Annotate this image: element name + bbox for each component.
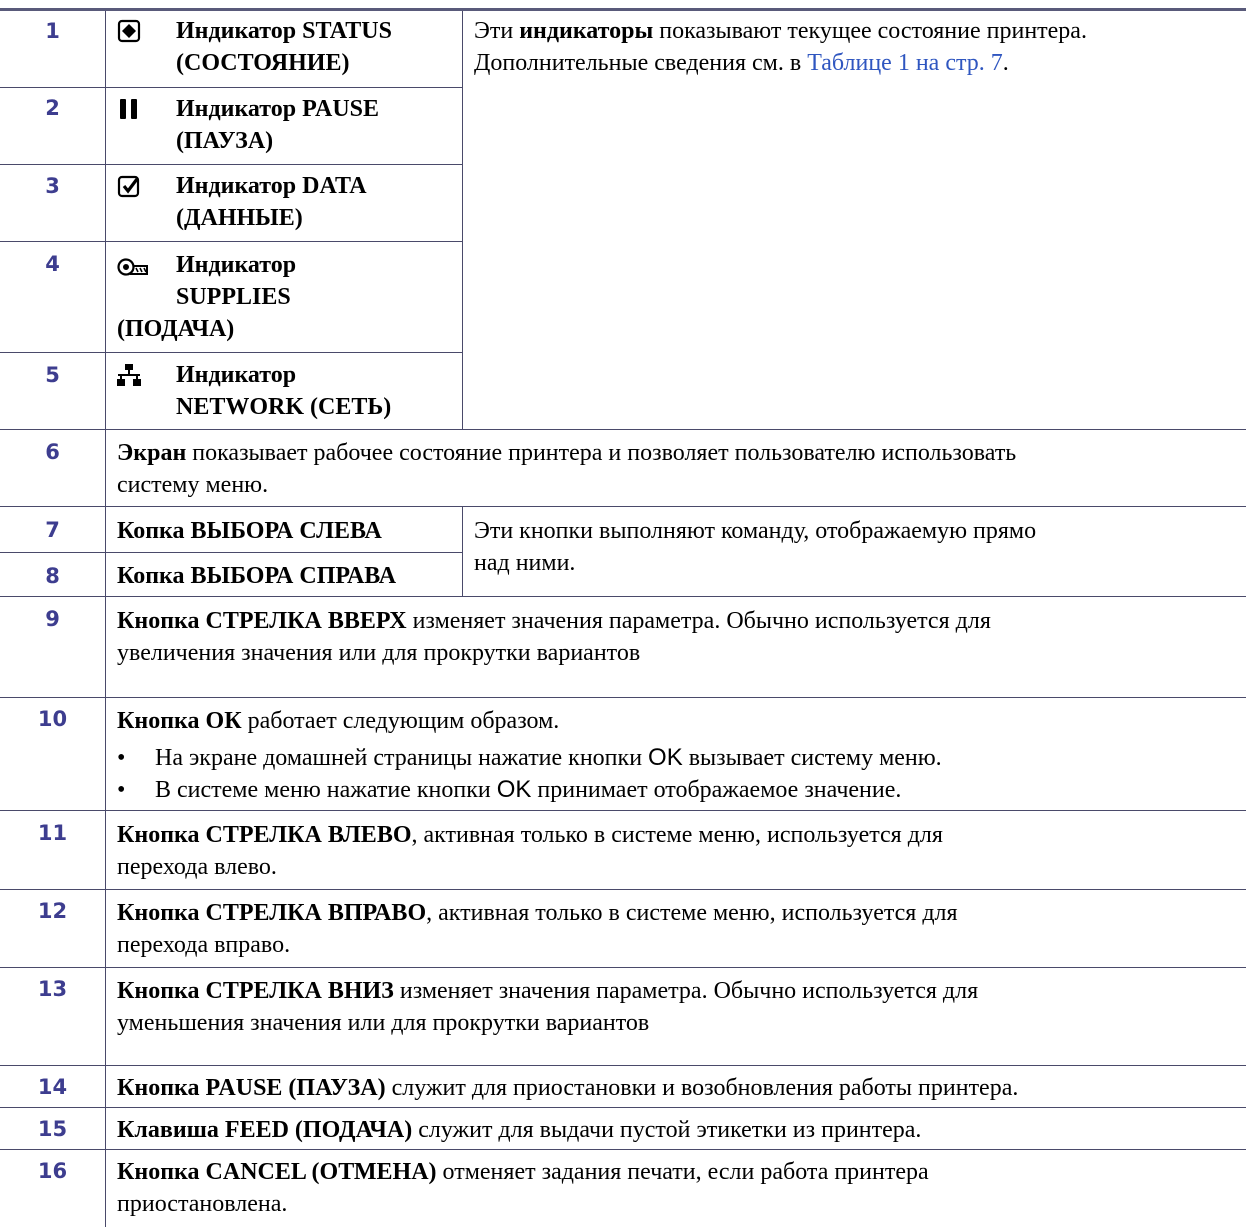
description-line bbox=[117, 975, 1237, 1007]
description-line: систему меню. bbox=[117, 472, 269, 498]
indicator-label: Индикатор bbox=[176, 252, 297, 278]
emphasis: индикаторы bbox=[519, 18, 654, 44]
row-divider bbox=[0, 810, 1246, 811]
row-number: 16 bbox=[37, 1159, 68, 1183]
description-line: над ними. bbox=[474, 550, 576, 576]
row-number: 5 bbox=[45, 363, 60, 387]
row-number: 8 bbox=[45, 564, 60, 588]
network-icon bbox=[117, 363, 141, 387]
description-line bbox=[117, 819, 1237, 851]
indicator-column-divider bbox=[462, 11, 463, 429]
text: , активная только в системе меню, используется для bbox=[411, 822, 943, 848]
description-line bbox=[117, 437, 1237, 469]
row-number: 14 bbox=[37, 1075, 68, 1099]
description-line bbox=[117, 605, 1237, 637]
row-9-description bbox=[117, 605, 1237, 669]
bullet-icon: • bbox=[117, 777, 126, 803]
left-select-label: Копка ВЫБОРА СЛЕВА bbox=[117, 518, 382, 544]
indicator-label: SUPPLIES bbox=[176, 284, 291, 310]
indicator-label: Индикатор bbox=[176, 362, 297, 388]
text: изменяет значения параметра. Обычно используется для bbox=[406, 608, 991, 634]
text: работает следующим образом. bbox=[241, 708, 560, 734]
row-divider bbox=[0, 506, 1246, 507]
top-rule bbox=[0, 8, 1246, 11]
select-description bbox=[474, 515, 1234, 579]
emphasis: Кнопка СТРЕЛКА ВПРАВО bbox=[117, 900, 427, 926]
indicator-label: Индикатор DATA bbox=[176, 173, 367, 199]
indicator-network bbox=[117, 359, 457, 423]
bullet-text bbox=[155, 742, 942, 774]
description-line bbox=[117, 897, 1237, 929]
text: На экране домашней страницы нажатие кнопки bbox=[155, 745, 649, 771]
number-column-divider bbox=[105, 11, 106, 1227]
indicator-label: (СОСТОЯНИЕ) bbox=[176, 50, 350, 76]
text: служит для выдачи пустой этикетки из принтера. bbox=[412, 1117, 922, 1143]
text: Эти bbox=[474, 18, 520, 44]
emphasis: Кнопка PAUSE (ПАУЗА) bbox=[117, 1075, 386, 1101]
description-line: Эти кнопки выполняют команду, отображаемую прямо bbox=[474, 518, 1037, 544]
row-14-description bbox=[117, 1072, 1242, 1104]
text: показывают текущее состояние принтера. bbox=[653, 18, 1087, 44]
row-number: 7 bbox=[45, 518, 60, 542]
indicator-pause bbox=[117, 93, 457, 157]
pause-bars-icon bbox=[117, 97, 141, 121]
description-line bbox=[117, 1156, 1237, 1188]
data-check-icon bbox=[117, 174, 141, 198]
description-line: перехода влево. bbox=[117, 854, 277, 880]
row-12-description bbox=[117, 897, 1237, 961]
supplies-roll-icon bbox=[117, 253, 149, 277]
row-6-description bbox=[117, 437, 1237, 501]
row-divider bbox=[0, 429, 1246, 430]
bullet-text bbox=[155, 774, 901, 806]
ok-key-name: OK bbox=[496, 776, 532, 803]
row-11-description bbox=[117, 819, 1237, 883]
row-divider bbox=[0, 967, 1246, 968]
text: служит для приостановки и возобновления работы принтера. bbox=[385, 1075, 1019, 1101]
text: изменяет значения параметра. Обычно используется для bbox=[393, 978, 979, 1004]
row-divider bbox=[0, 87, 462, 88]
select-column-divider bbox=[462, 506, 463, 596]
row-number: 9 bbox=[45, 607, 60, 631]
text: принимает отображаемое значение. bbox=[531, 777, 902, 803]
row-number: 6 bbox=[45, 440, 60, 464]
text: вызывает систему меню. bbox=[682, 745, 942, 771]
indicator-label: (ДАННЫЕ) bbox=[176, 205, 303, 231]
row-divider bbox=[0, 241, 462, 242]
row-divider bbox=[0, 1065, 1246, 1066]
text: . bbox=[1002, 50, 1009, 76]
text: Дополнительные сведения см. в bbox=[474, 50, 808, 76]
row-number: 11 bbox=[37, 821, 68, 845]
text: В системе меню нажатие кнопки bbox=[155, 777, 497, 803]
emphasis: Кнопка СТРЕЛКА ВНИЗ bbox=[117, 978, 394, 1004]
text: , активная только в системе меню, используется для bbox=[426, 900, 958, 926]
emphasis: Кнопка СТРЕЛКА ВЛЕВО bbox=[117, 822, 412, 848]
row-10-description bbox=[117, 705, 1237, 737]
indicator-data bbox=[117, 170, 457, 234]
description-line bbox=[474, 15, 1234, 47]
row-divider bbox=[0, 1149, 1246, 1150]
row-16-description bbox=[117, 1156, 1237, 1220]
emphasis: Кнопка ОК bbox=[117, 708, 242, 734]
row-number: 12 bbox=[37, 899, 68, 923]
ok-key-name: OK bbox=[648, 744, 683, 771]
indicator-label: Индикатор STATUS bbox=[176, 18, 392, 44]
right-select-label: Копка ВЫБОРА СПРАВА bbox=[117, 563, 397, 589]
indicator-label: NETWORK (СЕТЬ) bbox=[176, 394, 392, 420]
description-line: приостановлена. bbox=[117, 1191, 288, 1217]
description-line bbox=[117, 705, 1237, 737]
row-number: 3 bbox=[45, 174, 60, 198]
row-13-description bbox=[117, 975, 1237, 1039]
row-number: 1 bbox=[45, 19, 60, 43]
emphasis: Клавиша FEED (ПОДАЧА) bbox=[117, 1117, 413, 1143]
emphasis: Кнопка СТРЕЛКА ВВЕРХ bbox=[117, 608, 407, 634]
row-15-description bbox=[117, 1114, 1237, 1146]
row-divider bbox=[0, 164, 462, 165]
row-number: 10 bbox=[37, 707, 68, 731]
emphasis: Экран bbox=[117, 440, 187, 466]
description-line: уменьшения значения или для прокрутки вариантов bbox=[117, 1010, 650, 1036]
indicator-label: Индикатор PAUSE bbox=[176, 96, 380, 122]
indicators-description bbox=[474, 15, 1234, 79]
indicator-label: (ПОДАЧА) bbox=[117, 316, 235, 342]
text: отменяет задания печати, если работа принтера bbox=[436, 1159, 929, 1185]
row-divider bbox=[0, 889, 1246, 890]
description-line: увеличения значения или для прокрутки вариантов bbox=[117, 640, 641, 666]
bullet-icon: • bbox=[117, 745, 126, 771]
indicator-label: (ПАУЗА) bbox=[176, 128, 274, 154]
row-divider bbox=[0, 697, 1246, 698]
table-reference-link[interactable]: Таблице 1 на стр. 7 bbox=[807, 50, 1003, 76]
row-divider bbox=[0, 596, 1246, 597]
row-number: 2 bbox=[45, 96, 60, 120]
description-line bbox=[474, 47, 1234, 79]
row-number: 4 bbox=[45, 252, 60, 276]
row-divider bbox=[0, 352, 462, 353]
status-diamond-icon bbox=[117, 19, 141, 43]
description-line: перехода вправо. bbox=[117, 932, 291, 958]
text: показывает рабочее состояние принтера и позволяет пользователю использовать bbox=[186, 440, 1017, 466]
row-divider bbox=[0, 552, 462, 553]
indicator-supplies bbox=[117, 249, 457, 345]
row-number: 15 bbox=[37, 1117, 68, 1141]
indicator-status bbox=[117, 15, 457, 79]
row-number: 13 bbox=[37, 977, 68, 1001]
row-divider bbox=[0, 1107, 1246, 1108]
emphasis: Кнопка CANCEL (ОТМЕНА) bbox=[117, 1159, 437, 1185]
